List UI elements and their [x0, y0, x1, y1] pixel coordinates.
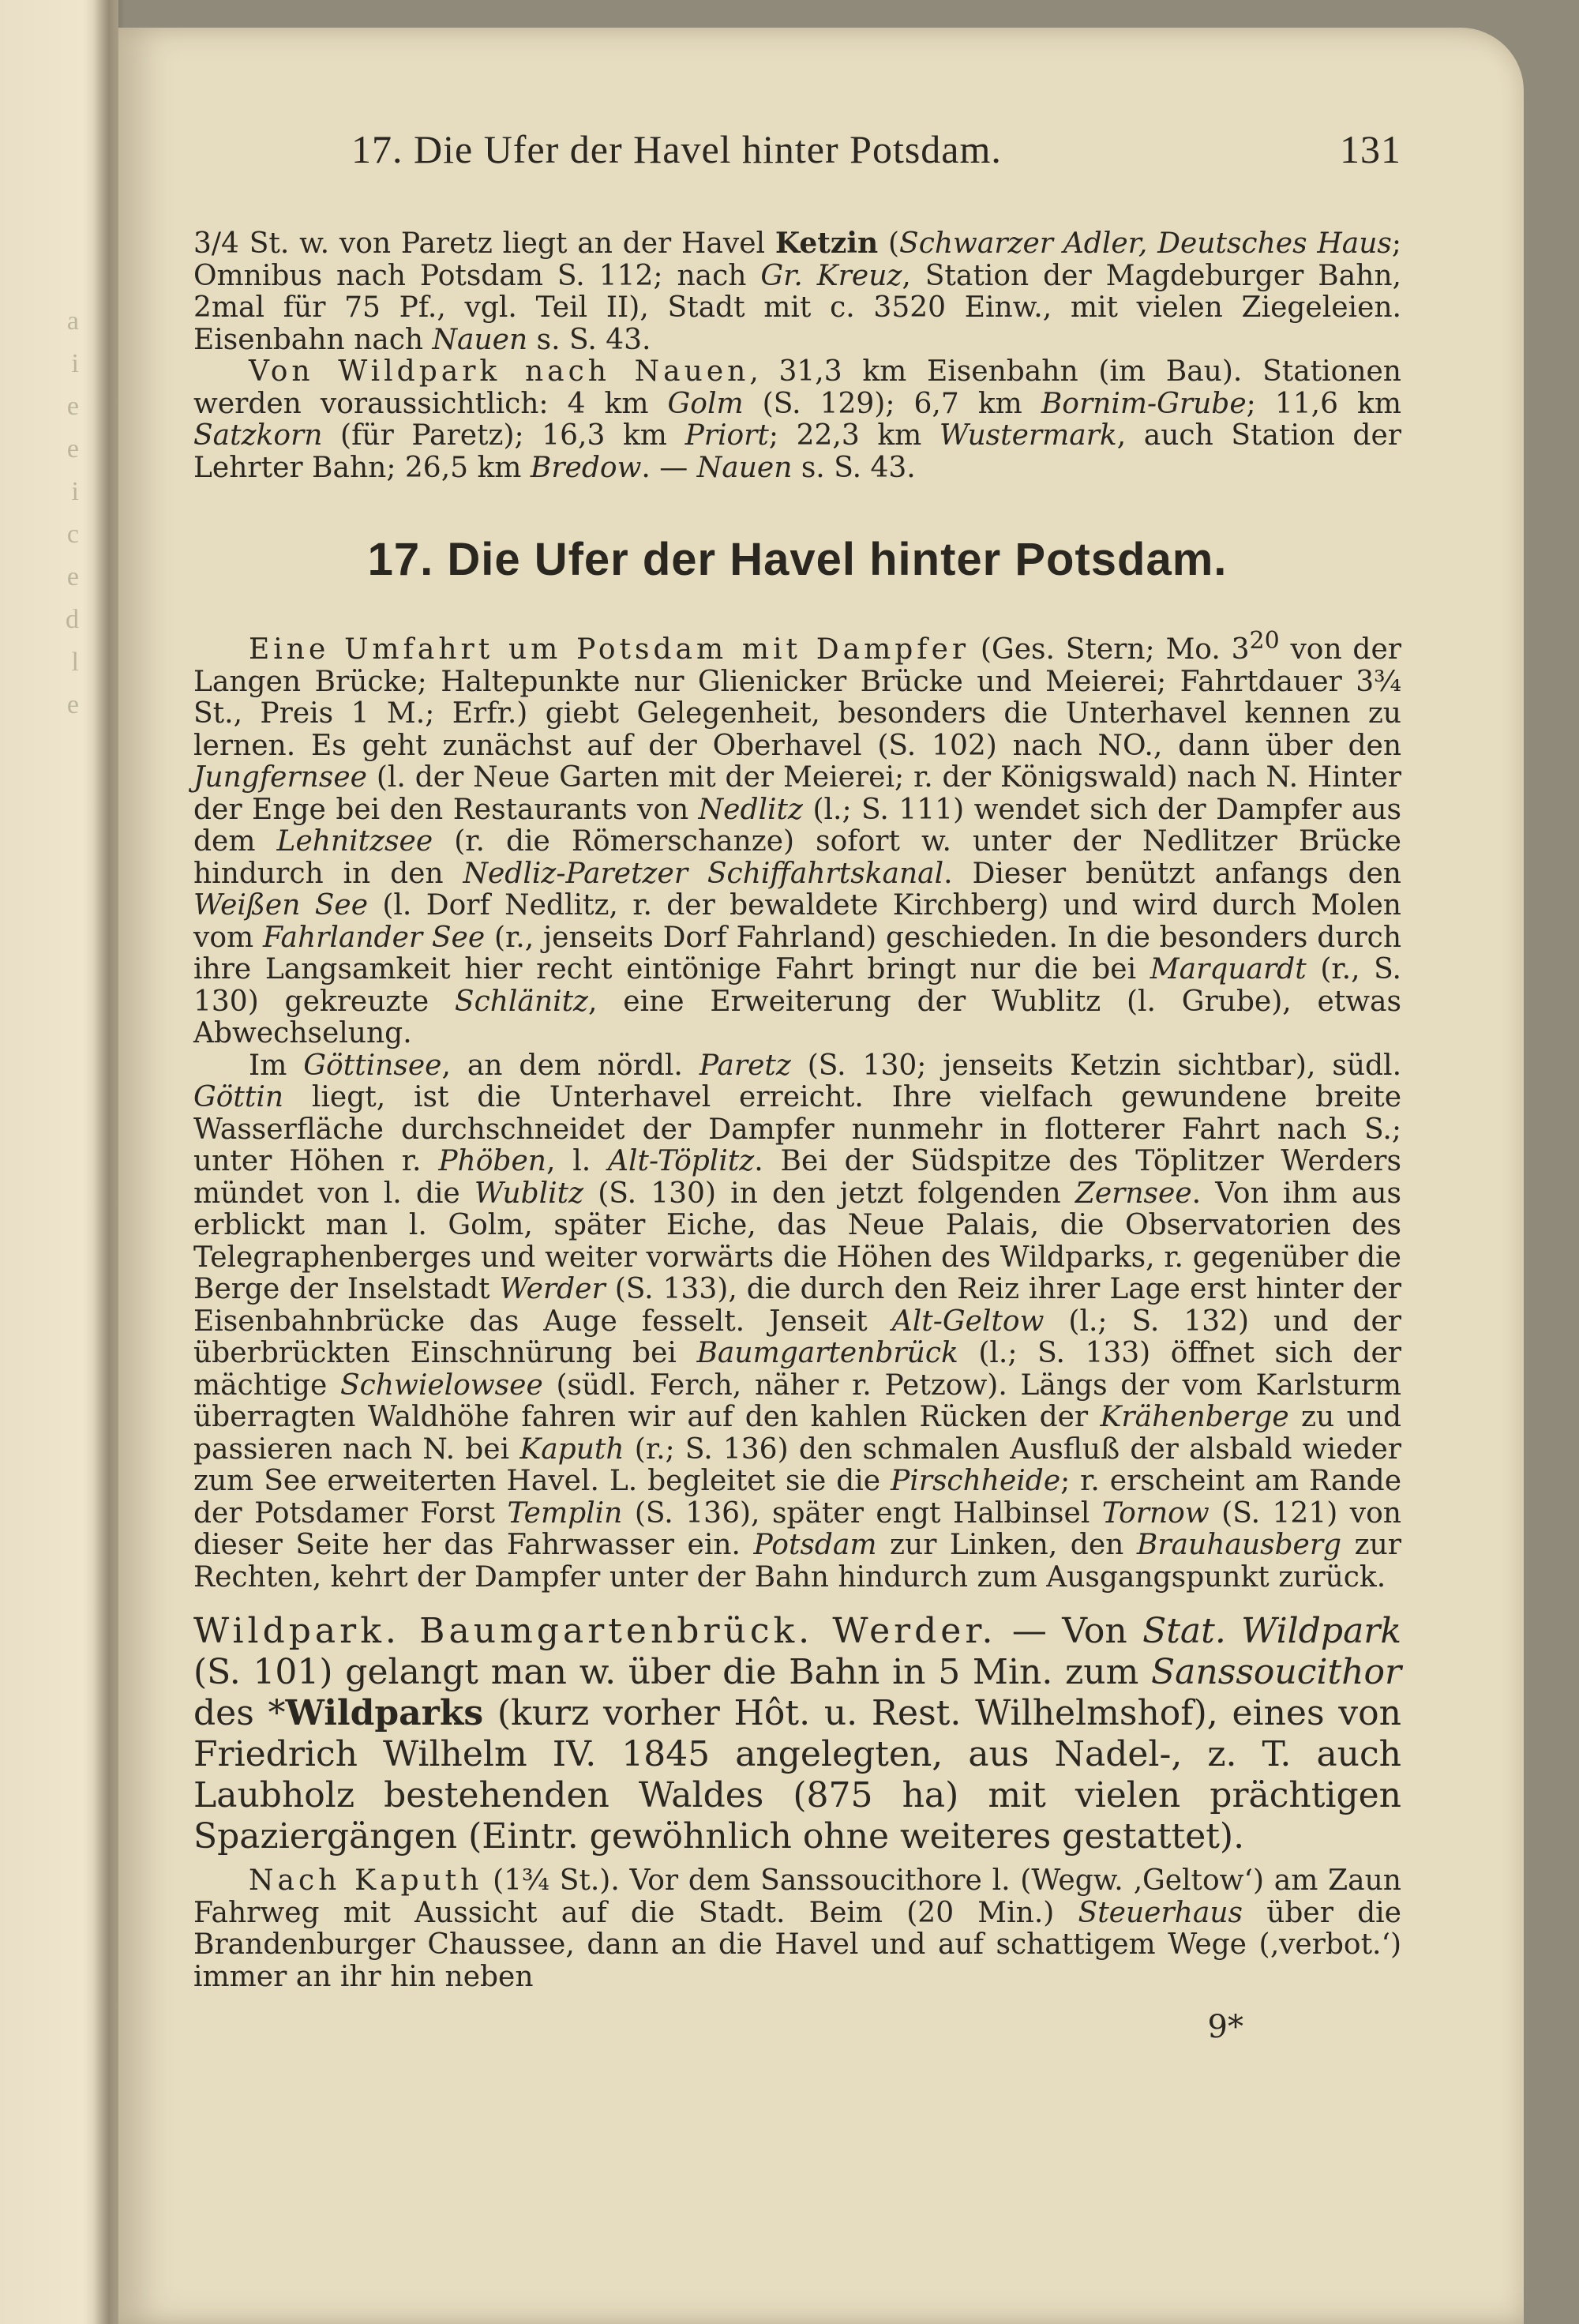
fragment-line: i [71, 477, 79, 506]
paragraph-goettinsee: Im Göttinsee, an dem nördl. Paretz (S. 130; jenseits Ketzin sichtbar), südl. Göttin liegt, ist die Unterhavel erreicht. Ihre vielfach gewundene breite Wasserfläche durchschneidet der Dampfer nunmehr in flotterer Fahrt nach S.; unter Höhen r. Phöben, l. Alt-Töplitz. Bei der Südspitze des Töplitzer Werders mündet von l. die Wublitz (S. 130) in den jetzt folgenden Zernsee. Von ihm aus erblickt man l. Golm, später Eiche, das Neue Palais, die Observatorien des Telegraphenberges und weiter vorwärts die Höhen des Wildparks, r. gegenüber die Berge der Inselstadt Werder (S. 133), die durch den Reiz ihrer Lage erst hinter der Eisenbahnbrücke das Auge fesselt. Jenseit Alt-Geltow (l.; S. 132) und der überbrückten Einschnürung bei Baumgartenbrück (l.; S. 133) öffnet sich der mächtige Schwielowsee (südl. Ferch, näher r. Petzow). Längs der vom Karlsturm überragten Waldhöhe fahren wir auf den kahlen Rücken der Krähenberge zu und passieren nach N. bei Kaputh (r.; S. 136) den schmalen Ausfluß der alsbald wieder zum See erweiterten Havel. L. begleitet sie die Pirschheide; r. erscheint am Rande der Potsdamer Forst Templin (S. 136), später engt Halbinsel Tornow (S. 121) von dieser Seite her das Fahrwasser ein. Potsdam zur Linken, den Brauhausberg zur Rechten, kehrt der Dampfer unter der Bahn hindurch zum Ausgangspunkt zurück. [193, 1049, 1402, 1594]
running-head [193, 126, 1401, 172]
fragment-line: l [71, 648, 79, 677]
fragment-line: i [71, 349, 79, 378]
running-head-title: 17. Die Ufer der Havel hinter Potsdam. [351, 127, 1002, 171]
page-content [193, 126, 1401, 2045]
page-number: 131 [1340, 127, 1401, 171]
fragment-line: d [66, 605, 79, 634]
book-page [118, 28, 1524, 2324]
fragment-line: e [66, 392, 79, 421]
fragment-line: e [66, 434, 79, 464]
paragraph-umfahrt: Eine Umfahrt um Potsdam mit Dampfer (Ges. Stern; Mo. $3^{20}$ von der Langen Brücke; Haltepunkte nur Glienicker Brücke und Meierei; Fahrtdauer 3¾ St., Preis 1 M.; Erfr.) giebt Gelegenheit, besonders die Unterhavel kennen zu lernen. Es geht zunächst auf der Oberhavel (S. 102) nach NO., dann über den Jungfernsee (l. der Neue Garten mit der Meierei; r. der Königswald) nach N. Hinter der Enge bei den Restaurants von Nedlitz (l.; S. 111) wendet sich der Dampfer aus dem Lehnitzsee (r. die Römerschanze) sofort w. unter der Nedlitzer Brücke hindurch in den Nedliz-Paretzer Schiffahrtskanal. Dieser benützt anfangs den Weißen See (l. Dorf Nedlitz, r. der bewaldete Kirchberg) und wird durch Molen vom Fahrlander See (r., jenseits Dorf Fahrland) geschieden. In die besonders durch ihre Langsamkeit hier recht eintönige Fahrt bringt nur die bei Marquardt (r., S. 130) gekreuzte Schlänitz, eine Erweiterung der Wublitz (l. Grube), etwas Abwechselung. [193, 627, 1402, 1049]
section-heading: 17. Die Ufer der Havel hinter Potsdam. [367, 534, 1228, 585]
fragment-line: e [66, 562, 79, 591]
paragraph-ketzin: 3/4 St. w. von Paretz liegt an der Havel Ketzin (Schwarzer Adler, Deutsches Haus; Omnibus nach Potsdam S. 112; nach Gr. Kreuz, Station der Magdeburger Bahn, 2mal für 75 Pf., vgl. Teil II), Stadt mit c. 3520 Einw., mit vielen Ziegeleien. Eisenbahn nach Nauen s. S. 43. [193, 227, 1402, 356]
fragment-line: a [66, 306, 79, 336]
signature-mark: 9* [1207, 2009, 1243, 2045]
fragment-line: e [66, 690, 79, 719]
paragraph-wildpark-nauen: Von Wildpark nach Nauen, 31,3 km Eisenbahn (im Bau). Stationen werden voraussichtlich: 4 km Golm (S. 129); 6,7 km Bornim-Grube; 11,6 km Satzkorn (für Paretz); 16,3 km Priort; 22,3 km Wustermark, auch Station der Lehrter Bahn; 26,5 km Bredow. — Nauen s. S. 43. [193, 355, 1401, 484]
paragraph-nach-kaputh: Nach Kaputh (1¾ St.). Vor dem Sanssoucithore l. (Wegw. ‚Geltow‘) am Zaun Fahrweg mit Aussicht auf die Stadt. Beim (20 Min.) Steuerhaus über die Brandenburger Chaussee, dann an die Havel und auf schattigem Wege (‚verbot.‘) immer an ihr hin neben [193, 1864, 1401, 1993]
left-page-fragment [8, 300, 79, 726]
fragment-line: c [66, 520, 79, 549]
paragraph-wildpark: Wildpark. Baumgartenbrück. Werder. — Von Stat. Wildpark (S. 101) gelangt man w. über die Bahn in 5 Min. zum Sanssoucithor des *Wildparks (kurz vorher Hôt. u. Rest. Wilhelmshof), eines von Friedrich Wilhelm IV. 1845 angelegten, aus Nadel-, z. T. auch Laubholz bestehenden Waldes (875 ha) mit vielen prächtigen Spaziergängen (Eintr. gewöhnlich ohne weiteres gestattet). [193, 1611, 1401, 1857]
